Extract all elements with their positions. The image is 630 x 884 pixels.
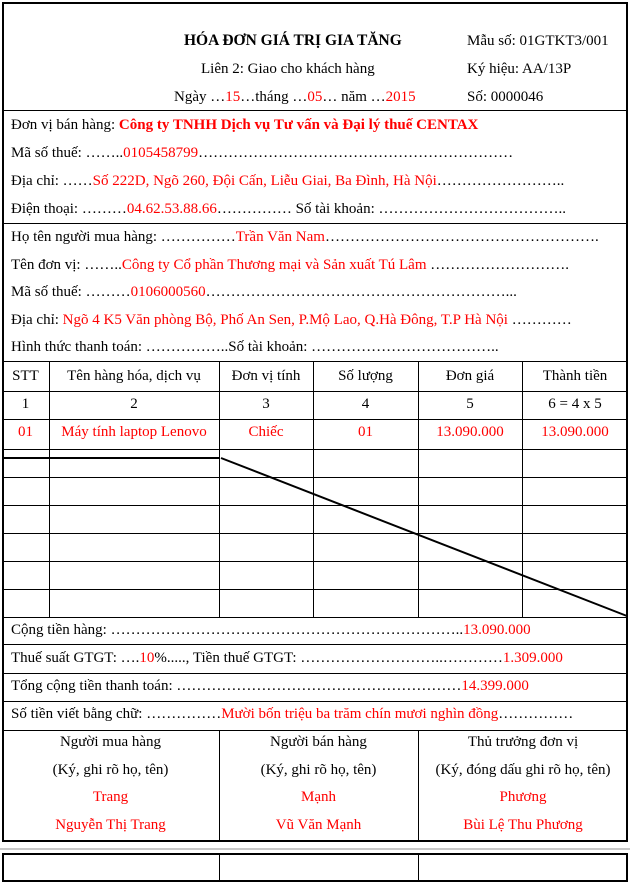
- table-row-line: [2, 477, 628, 478]
- buyer-tax-label: Mã số thuế: ………: [11, 284, 131, 300]
- invoice-date: [174, 88, 416, 106]
- sig-buyer-role: Người mua hàng: [59, 734, 162, 750]
- sig-buyer-name: Nguyễn Thị Trang: [55, 817, 166, 833]
- buyer-address-label: Địa chỉ:: [11, 312, 63, 328]
- item-name: Máy tính laptop Lenovo: [61, 424, 207, 440]
- amount-in-words: Mười bốn triệu ba trăm chín mươi nghìn đồng: [221, 706, 499, 722]
- col-header-name: Tên hàng hóa, dịch vụ: [67, 368, 201, 384]
- seller-tax-row: [11, 144, 513, 162]
- day-label: Ngày …: [174, 89, 226, 105]
- seller-phone-row: [11, 200, 566, 218]
- buyer-unit-dots: ……………………….: [426, 257, 569, 273]
- sig-seller-sign: Mạnh: [301, 789, 336, 805]
- words-label: Số tiền viết bằng chữ: ……………: [11, 706, 222, 722]
- divider-subtotal: [2, 644, 628, 645]
- item-qty: 01: [358, 424, 373, 440]
- buyer-unit-row: [11, 256, 569, 274]
- item-stt: 01: [18, 424, 33, 440]
- buyer-name-row: [11, 228, 599, 246]
- table-row-line: [2, 419, 628, 420]
- buyer-tax-code: 0106000560: [130, 284, 206, 300]
- page-separator: [0, 848, 630, 850]
- item-amount: 13.090.000: [541, 424, 609, 440]
- sig-director-role: Thủ trưởng đơn vị: [467, 734, 579, 750]
- vat-row: [11, 649, 563, 667]
- buyer-address-dots: …………: [507, 312, 572, 328]
- invoice-copy: Liên 2: Giao cho khách hàng: [201, 61, 375, 77]
- subtotal-value: 13.090.000: [463, 622, 531, 638]
- table-row-line: [2, 561, 628, 562]
- table-row-line: [2, 391, 628, 392]
- seller-account: …………… Số tài khoản: ………………………………..: [216, 201, 566, 217]
- vat-amount: 1.309.000: [502, 650, 563, 666]
- table-row-line: [2, 617, 628, 618]
- col-header-qty: Số lượng: [338, 368, 393, 384]
- buyer-name: Trần Văn Nam: [235, 229, 325, 245]
- divider-total: [2, 701, 628, 702]
- col-header-amount: Thành tiền: [542, 368, 608, 384]
- month-label: …tháng …: [240, 89, 308, 105]
- table-row-line: [2, 533, 628, 534]
- seller-name-label: Đơn vị bán hàng:: [11, 117, 119, 133]
- sig-seller-note: (Ký, ghi rõ họ, tên): [260, 762, 377, 778]
- seller-name: Công ty TNHH Dịch vụ Tư vấn và Đại lý thuế CENTAX: [118, 117, 479, 133]
- table-row-line: [2, 589, 628, 590]
- vat-rate-label: Thuế suất GTGT: ….: [11, 650, 140, 666]
- buyer-address-row: [11, 311, 572, 329]
- divider-seller: [2, 223, 628, 224]
- col-header-stt: STT: [12, 368, 39, 384]
- buyer-address: Ngõ 4 K5 Văn phòng Bộ, Phố An Sen, P.Mộ Lao, Q.Hà Đông, T.P Hà Nội: [62, 312, 508, 328]
- day-value: 15: [225, 89, 241, 105]
- col-header-price: Đơn giá: [445, 368, 495, 384]
- invoice-title: HÓA ĐƠN GIÁ TRỊ GIA TĂNG: [184, 32, 402, 49]
- seller-tax-label: Mã số thuế: ……..: [11, 145, 124, 161]
- seller-address-dots: ……………………..: [436, 173, 565, 189]
- table-row-line: [2, 505, 628, 506]
- month-value: 05: [307, 89, 323, 105]
- col-index-stt: 1: [21, 396, 30, 412]
- buyer-unit-label: Tên đơn vị: ……..: [11, 257, 122, 273]
- buyer-name-dots: ……………………………………………….: [324, 229, 599, 245]
- table-row-line: [2, 449, 628, 450]
- col-index-unit: 3: [262, 396, 270, 412]
- seller-address: Số 222D, Ngõ 260, Đội Cấn, Liễu Giai, Ba Đình, Hà Nội: [92, 173, 437, 189]
- buyer-unit: Công ty Cổ phần Thương mại và Sản xuất Tú Lâm: [121, 257, 427, 273]
- seller-tax-dots: ………………………………………………………: [198, 145, 514, 161]
- sig-buyer-note: (Ký, ghi rõ họ, tên): [52, 762, 169, 778]
- cancel-line-horizontal: [4, 457, 219, 459]
- total-row: [11, 677, 529, 695]
- sig-seller-role: Người bán hàng: [270, 734, 367, 750]
- seller-phone: 04.62.53.88.66: [126, 201, 217, 217]
- divider-words: [2, 730, 628, 731]
- total-label: Tổng cộng tiền thanh toán: …………………………………………………: [11, 678, 462, 694]
- seller-phone-label: Điện thoại: ………: [11, 201, 127, 217]
- col-index-amount: 6 = 4 x 5: [548, 396, 602, 412]
- year-value: 2015: [385, 89, 416, 105]
- col-index-name: 2: [130, 396, 138, 412]
- sig-director-note: (Ký, đóng dấu ghi rõ họ, tên): [435, 762, 611, 778]
- sig-seller-name: Vũ Văn Mạnh: [275, 817, 362, 833]
- words-row: [11, 705, 573, 723]
- continuation-col-line: [219, 853, 220, 882]
- continuation-col-line: [418, 853, 419, 882]
- continuation-table: [2, 853, 628, 882]
- col-header-unit: Đơn vị tính: [231, 368, 301, 384]
- seller-address-row: [11, 172, 564, 190]
- words-dots: ……………: [498, 706, 574, 722]
- seller-tax-code: 0105458799: [123, 145, 199, 161]
- year-label: … năm …: [322, 89, 386, 105]
- buyer-tax-row: [11, 283, 517, 301]
- invoice-symbol: Ký hiệu: AA/13P: [467, 61, 572, 77]
- invoice-number: Số: 0000046: [467, 89, 544, 105]
- divider-header: [2, 110, 628, 111]
- buyer-name-label: Họ tên người mua hàng: ……………: [11, 229, 236, 245]
- seller-address-label: Địa chỉ: ……: [11, 173, 93, 189]
- sig-director-name: Bùi Lệ Thu Phương: [463, 817, 583, 833]
- item-unit: Chiếc: [248, 424, 284, 440]
- sig-director-sign: Phương: [499, 789, 547, 805]
- col-index-qty: 4: [361, 396, 370, 412]
- form-number: Mẫu số: 01GTKT3/001: [467, 33, 609, 49]
- sig-buyer-sign: Trang: [92, 789, 129, 805]
- divider-vat: [2, 673, 628, 674]
- col-index-price: 5: [466, 396, 474, 412]
- divider-buyer: [2, 361, 628, 362]
- vat-rate: 10: [139, 650, 155, 666]
- buyer-tax-dots: ……………………………………………………...: [205, 284, 517, 300]
- subtotal-label: Cộng tiền hàng: ……………………………………………………………..: [11, 622, 464, 638]
- buyer-payment-row: Hình thức thanh toán: ……………..Số tài khoản: ………………………………..: [11, 339, 499, 355]
- subtotal-row: [11, 621, 531, 639]
- vat-amount-label: %....., Tiền thuế GTGT: ………………………..…………: [154, 650, 503, 666]
- total-value: 14.399.000: [461, 678, 529, 694]
- seller-name-row: [11, 116, 478, 134]
- item-price: 13.090.000: [436, 424, 504, 440]
